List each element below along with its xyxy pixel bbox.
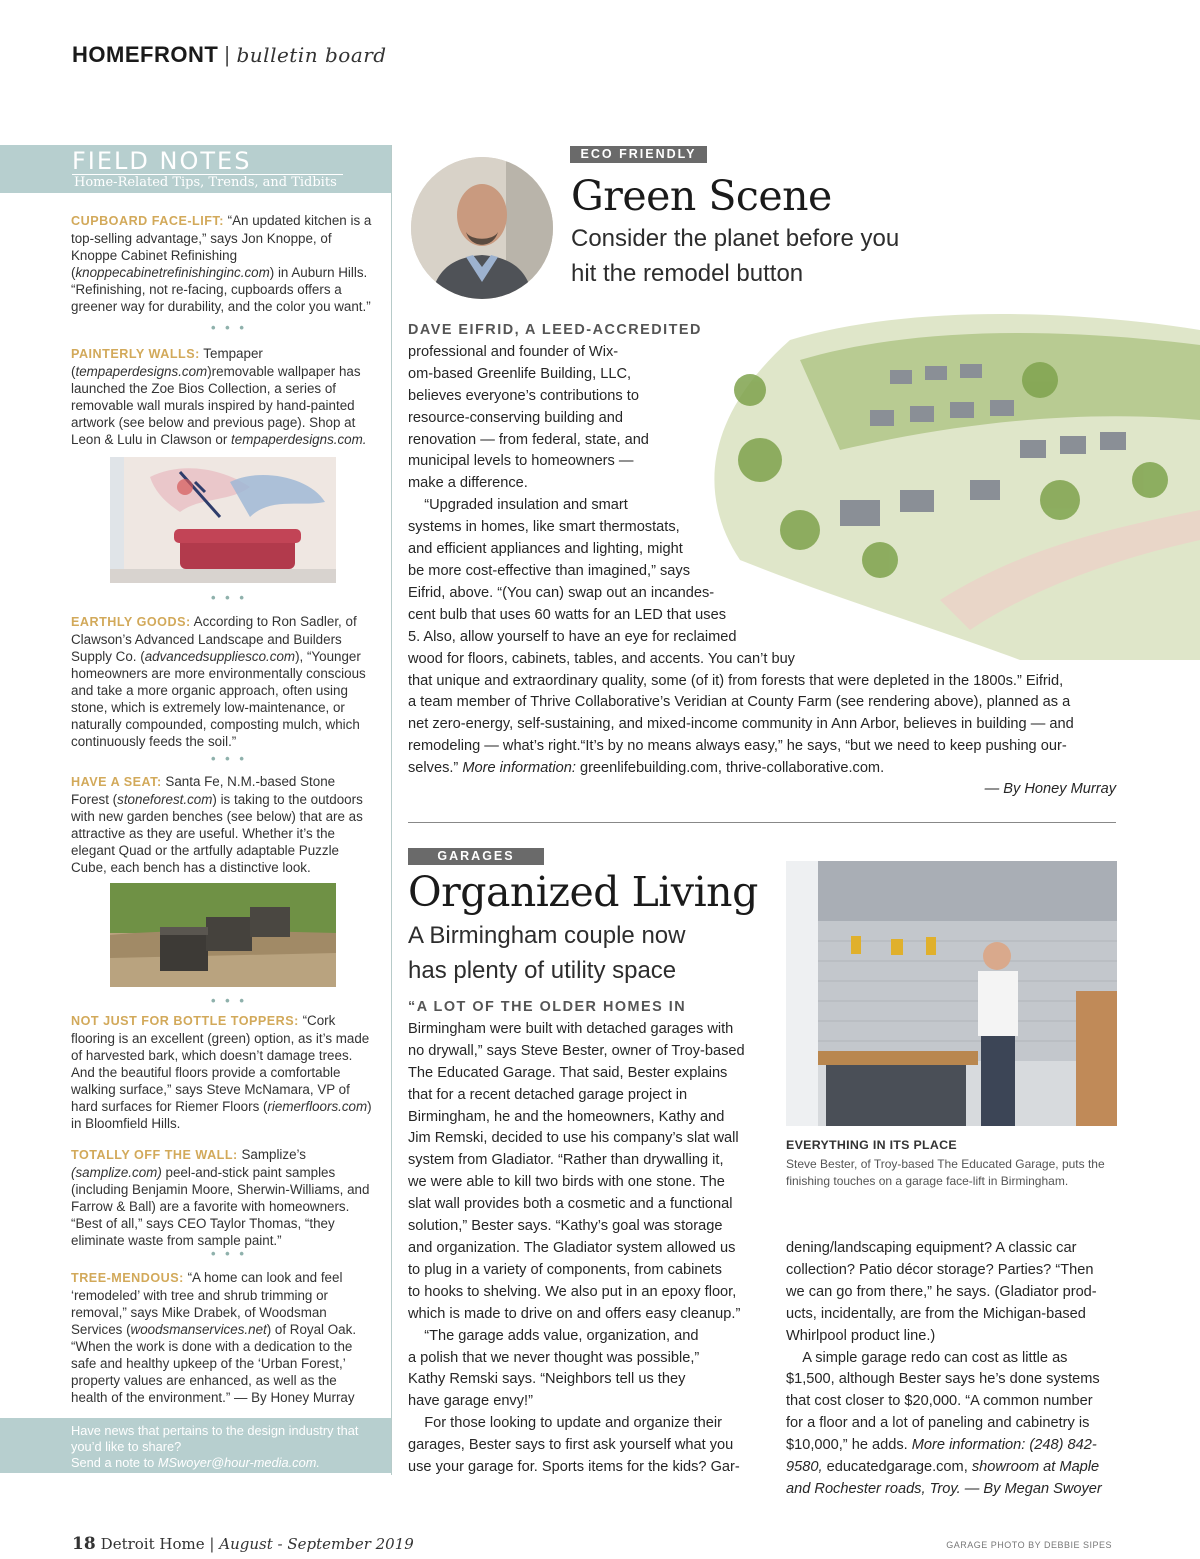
- page-folio: 18 Detroit Home | August - September 2019: [72, 1534, 414, 1554]
- page-number: 18: [72, 1534, 96, 1554]
- organized-living-deck-line2: has plenty of utility space: [408, 957, 677, 984]
- green-scene-body: DAVE EIFRID, A LEED-ACCREDITED professional and founder of Wix- om-based Greenlife Building, LLC, believes everyone’s contributions to resource-conserving building and renovation — from federal, state, and municipal levels to homeowners — make a difference. “Upgraded insulation and smart systems in homes, like smart thermostats, and efficient appliances and lighting, might be more cost-effective than imagined,” says Eifrid, above. “(You can) swap out an incandes- cent bulb that uses 60 watts for an LED that uses 5. Also, allow yourself to have an eye for reclaimed wood for floors, cabinets, tables, and accents. You can’t buy that unique and extraordinary quality, some (of it) from forests that were depleted in the 1800s.” Eifrid, a team member of Thrive Collaborative’s Veridian at County Farm (see rendering above), planned as a net zero-energy, self-sustaining, and mixed-income community in Ann Arbor, believes in building — and remodeling — what’s right.“It’s by no means always easy,” he says, “but we need to keep pushing our- selves.” More information: greenlifebuilding.com, thrive-collaborative.com.: [408, 320, 1128, 780]
- article-divider: [408, 822, 1116, 823]
- organized-living-lead: “A LOT OF THE OLDER HOMES IN: [408, 999, 687, 1015]
- green-scene-lead: DAVE EIFRID, A LEED-ACCREDITED: [408, 322, 702, 338]
- sidebar-header: [0, 145, 391, 193]
- note-cupboard: CUPBOARD FACE-LIFT: “An updated kitchen is a top-selling advantage,” says Jon Knoppe, of Knoppe Cabinet Refinishing (knoppecabinetrefinishinginc.com) in Auburn Hills. “Refinishing, not re-facing, cupboards offers a greener way for durability, and the color you want.”: [71, 213, 372, 314]
- photo-caption-title: EVERYTHING IN ITS PLACE: [786, 1138, 957, 1152]
- magazine-name: Detroit Home: [100, 1535, 205, 1553]
- organized-living-deck-line1: A Birmingham couple now: [408, 922, 686, 949]
- author-portrait: [411, 157, 553, 299]
- field-notes-sidebar: [0, 145, 392, 1475]
- header-separator: |: [224, 42, 231, 67]
- green-scene-headline: Green Scene: [571, 172, 832, 220]
- eco-friendly-tag: ECO FRIENDLY: [570, 146, 707, 163]
- note-cork: NOT JUST FOR BOTTLE TOPPERS: “Cork flooring is an excellent (green) option, as it’s made of harvested bark, which doesn’t damage trees. And the beautiful floors provide a comfortable walking surface,” says Steve McNamara, VP of hard surfaces for Riemer Floors (riemerfloors.com) in Bloomfield Hills.: [71, 1013, 372, 1131]
- footer-email[interactable]: MSwoyer@hour-media.com.: [157, 1455, 320, 1470]
- header-section: bulletin board: [236, 43, 387, 67]
- wallpaper-photo: [110, 457, 336, 583]
- garden-bench-photo: [110, 883, 336, 987]
- issue-date: August - September 2019: [219, 1535, 414, 1553]
- note-tree-mendous: TREE-MENDOUS: “A home can look and feel ‘remodeled’ with tree and shrub trimming or removal,” says Mike Drabek, of Woodsman Services (woodsmanservices.net) of Royal Oak. “When the work is done with a dedication to the safe and healthy upkeep of the ‘Urban Forest,’ property values are enhanced, as well as the health of the environment.” — By Honey Murray: [71, 1270, 357, 1405]
- garage-photo: [786, 861, 1117, 1126]
- garages-tag: GARAGES: [408, 848, 544, 865]
- sidebar-footer: Have news that pertains to the design industry that you’d like to share? Send a note to MSwoyer@hour-media.com.: [0, 1418, 391, 1473]
- sidebar-subtitle: Home-Related Tips, Trends, and Tidbits: [74, 175, 337, 190]
- separator-dots: • • •: [211, 590, 247, 605]
- separator-dots: • • •: [211, 320, 247, 335]
- green-scene-byline: — By Honey Murray: [984, 781, 1116, 797]
- note-painterly: PAINTERLY WALLS: Tempaper (tempaperdesigns.com)removable wallpaper has launched the Zoe Bios Collection, a series of removable wall murals inspired by hand-painted artwork (see below and previous page). Shop at Leon & Lulu in Clawson or tempaperdesigns.com.: [71, 346, 367, 447]
- header-brand: HOMEFRONT: [72, 42, 219, 67]
- separator-dots: • • •: [211, 1246, 247, 1261]
- page-header: [72, 42, 387, 68]
- separator-dots: • • •: [211, 993, 247, 1008]
- green-scene-deck-line1: Consider the planet before you: [571, 225, 900, 252]
- organized-living-col1: “A LOT OF THE OLDER HOMES IN Birmingham were built with detached garages with no drywall,” says Steve Bester, owner of Troy-based The Educated Garage. That said, Bester explains that for a recent detached garage project in Birmingham, he and the homeowners, Kathy and Jim Remski, decided to use his company’s slat wall system from Gladiator. “Rather than drywalling it, we were able to kill two birds with one stone. The slat wall provides both a cosmetic and a functional solution,” Bester says. “Kathy’s goal was storage and organization. The Gladiator system allowed us to plug in a variety of components, from cabinets to hooks to shelving. We also put in an epoxy floor, which is made to drive on and offers easy cleanup.” “The garage adds value, organization, and a polish that we never thought was possible,” Kathy Remski says. “Neighbors tell us they have garage envy!” For those looking to update and organize their garages, Bester says to first ask yourself what you use your garage for. Sports items for the kids? Gar-: [408, 997, 778, 1479]
- organized-living-headline: Organized Living: [408, 868, 758, 916]
- green-scene-deck-line2: hit the remodel button: [571, 260, 804, 287]
- photo-credit: GARAGE PHOTO BY DEBBIE SIPES: [946, 1540, 1112, 1550]
- separator-dots: • • •: [211, 751, 247, 766]
- organized-living-col2: dening/landscaping equipment? A classic car collection? Patio décor storage? Parties? “Then we can go from there,” he says. (Gladiator prod- ucts, incidentally, are from the Michigan-based Whirlpool product line.) A simple garage redo can cost as little as $1,500, although Bester says he’s done systems that cost closer to $20,000. “A common number for a floor and a lot of paneling and cabinetry is $10,000,” he adds. More information: (248) 842- 9580, educatedgarage.com, showroom at Maple and Rochester roads, Troy. — By Megan Swoyer: [786, 1240, 1102, 1497]
- note-samplize: TOTALLY OFF THE WALL: Samplize’s (samplize.com) peel-and-stick paint samples (including Benjamin Moore, Sherwin-Williams, and Farrow & Ball) are a favorite with homeowners. “Best of all,” says CEO Taylor Thomas, “they eliminate waste from sample paint.”: [71, 1147, 370, 1248]
- sidebar-title: FIELD NOTES: [72, 147, 252, 175]
- note-have-a-seat: HAVE A SEAT: Santa Fe, N.M.-based Stone Forest (stoneforest.com) is taking to the outdoors with new garden benches (see below) that are as attractive as they are useful. Whether it’s the elegant Quad or the artfully adaptable Puzzle Cube, each bench has a distinctive look.: [71, 774, 363, 875]
- footer-line1: Have news that pertains to the design industry that you’d like to share?: [71, 1423, 359, 1454]
- note-earthly: EARTHLY GOODS: According to Ron Sadler, of Clawson’s Advanced Landscape and Builders Supply Co. (advancedsuppliesco.com), “Younger homeowners are more environmentally conscious and take a more organic approach, often using stone, which is extremely low-maintenance, or naturally compounded, composting mulch, which continuously feeds the soil.”: [71, 614, 366, 749]
- photo-caption-text: Steve Bester, of Troy-based The Educated Garage, puts the finishing touches on a garage face-lift in Birmingham.: [786, 1157, 1105, 1188]
